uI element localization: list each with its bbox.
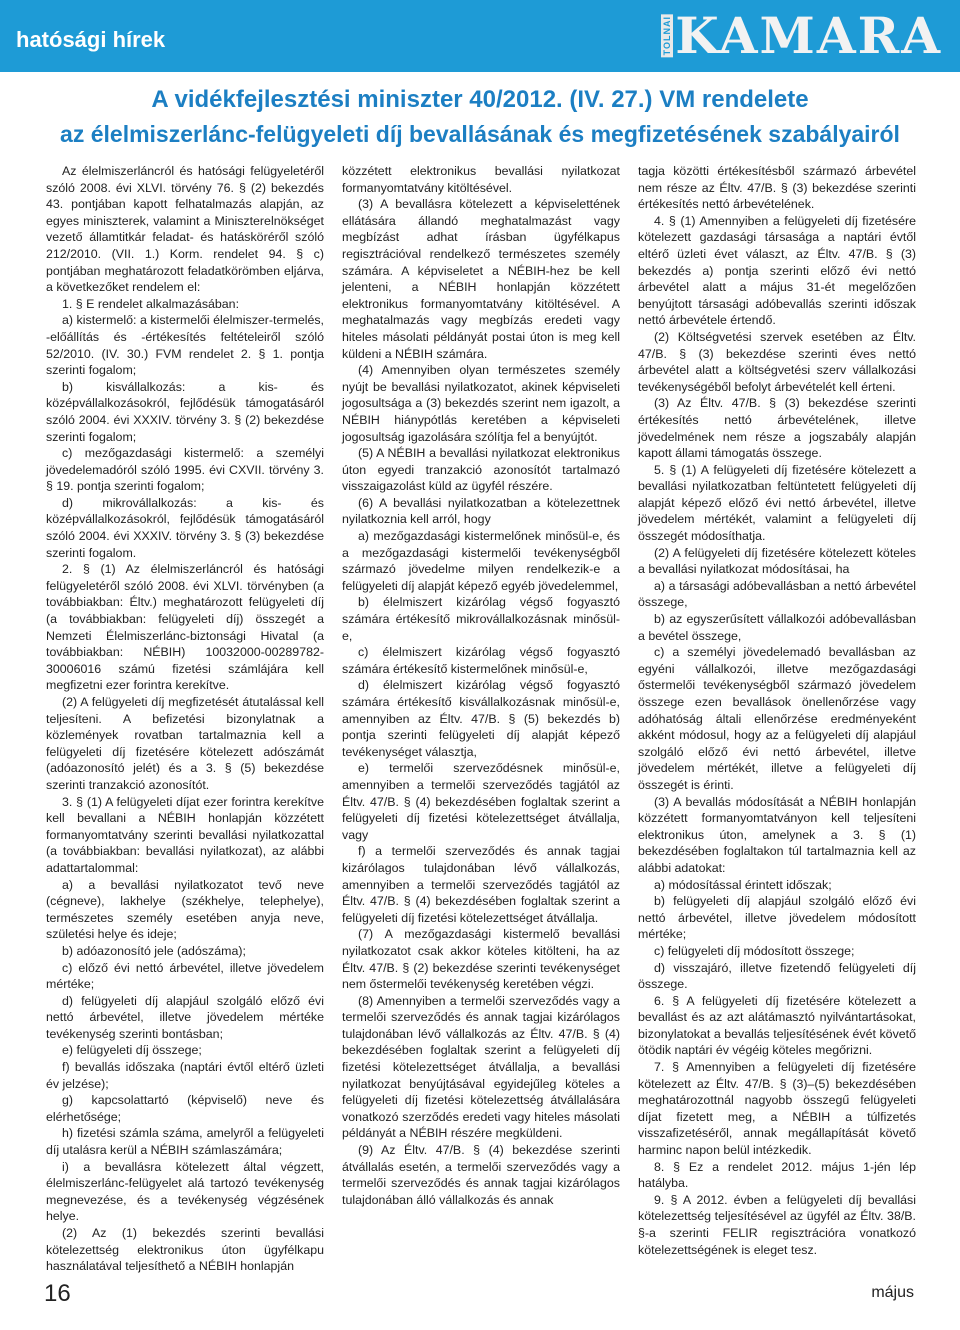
paragraph: (6) A bevallási nyilatkozatban a kötelezettnek nyilatkoznia kell arról, hogy — [342, 495, 620, 527]
paragraph: f) a termelői szerveződés és annak tagjai kizárólagos tulajdonában lévő vállalkozás, amennyiben a termelői szerveződés tagjától az Éltv. 47/B. § (4) bekezdésében foglaltak szerint a felügyeleti díj fizetési kötelezettséget átvállalja. — [342, 844, 620, 925]
paragraph: 1. § E rendelet alkalmazásában: — [62, 296, 240, 311]
paragraph: d) felügyeleti díj alapjául szolgáló előző évi nettó árbevétel, illetve jövedelem mértéke tevékenység szerinti bontásban; — [46, 993, 324, 1041]
paragraph: b) élelmiszert kizárólag végső fogyasztó számára értékesítő mikrovállalkozásnak minősül-e, — [342, 595, 620, 643]
header-bar — [0, 0, 960, 72]
paragraph: tagja közötti értékesítésből származó árbevétel nem része az Éltv. 47/B. § (3) bekezdése szerinti értékesítés nettó árbevételének. — [638, 164, 916, 212]
paragraph: (5) A NÉBIH a bevallási nyilatkozat elektronikus úton egyedi tranzakció azonosítót tartalmazó visszaigazolást küld az ügyfél részére. — [342, 446, 620, 494]
paragraph: 2. § (1) Az élelmiszerláncról és hatósági felügyeletéről szóló 2008. évi XLVI. törvényben (a továbbiakban: Éltv.) meghatározott felügyeleti díj (a továbbiakban: felügyeleti díj) összegét a Nemzeti Élelmiszerlánc-biztonsági Hivatal (a továbbiakban: NÉBIH) 10032000-00289782-30006016 számú fizetési számlájára kell megfizetni ezer forintra kerekítve. — [46, 562, 324, 693]
paragraph: f) bevallás időszaka (naptári évtől eltérő üzleti év jelzése); — [46, 1060, 324, 1091]
paragraph: közzétett elektronikus bevallási nyilatkozat formanyomtatvány kitöltésével. — [342, 164, 620, 195]
paragraph: 5. § (1) A felügyeleti díj fizetésére kötelezett a bevallási nyilatkozatban feltüntetett felügyeleti díj alapját képező előző évi nettó árbevétel, illetve jövedelem mértékét, valamint a felügyeleti díj összegét módosíthatja. — [638, 462, 916, 544]
paragraph: 7. § Amennyiben a felügyeleti díj fizetésére kötelezett az Éltv. 47/B. § (3)–(5) bekezdésében meghatározottnál nagyobb összegű felügyeleti díjat fizetett meg, a NÉBIH a túlfizetés visszafizetéséről, annak megállapítását követő harminc napon belül intézkedik. — [638, 1060, 916, 1158]
paragraph: b) az egyszerűsített vállalkozói adóbevallásban a bevétel összege, — [638, 612, 916, 643]
paragraph: a) a bevallási nyilatkozatot tevő neve (cégneve), lakhelye (székhelye, telephelye), természetes személy esetében anyja neve, születési helye és ideje; — [46, 877, 324, 942]
kamara-logo — [661, 6, 942, 66]
paragraph: d) visszajáró, illetve fizetendő felügyeleti díj összege. — [638, 960, 916, 992]
paragraph: b) adóazonosító jele (adószáma); — [62, 943, 246, 958]
paragraph: e) termelői szerveződésnek minősül-e, amennyiben a termelői szerveződés tagjától az Éltv. 47/B. § (4) bekezdésében foglaltak szerint a felügyeleti díj fizetési kötelezettséget átvállalja, vagy — [342, 761, 620, 842]
paragraph: (3) A bevallás módosítását a NÉBIH honlapján közzétett formanyomtatványon kell teljesíteni elektronikus úton, amelynek a 3. § (1) bekezdésében foglaltakon túl tartalmaznia kell az alábbi adatokat: — [638, 794, 916, 875]
paragraph: (3) Az Éltv. 47/B. § (3) bekezdése szerinti értékesítés nettó árbevételének, illetve jövedelmének nem része a jogszabály alapján kapott állami támogatás összege. — [638, 396, 916, 461]
paragraph: d) élelmiszert kizárólag végső fogyasztó számára értékesítő kisvállalkozásnak minősül-e, amennyiben az Éltv. 47/B. § (5) bekezdés b) pontja szerinti felügyeleti díj alapját képező tevékenységet választja, — [342, 678, 620, 759]
paragraph: g) kapcsolattartó (képviselő) neve és elérhetősége; — [46, 1093, 324, 1124]
paragraph: a) mezőgazdasági kistermelőnek minősül-e, és a mezőgazdasági kistermelői tevékenységből származó jövedelme milyen rendelkezik-e a felügyeleti díj alapját képező egyéb jövedelemmel, — [342, 529, 620, 593]
issue-month: május — [871, 1284, 914, 1301]
paragraph: (2) Az (1) bekezdés szerinti bevallási kötelezettség elektronikus úton ügyfélkapu használatával teljesíthető a NÉBIH honlapján — [46, 1226, 324, 1274]
paragraph: c) élelmiszert kizárólag végső fogyasztó számára értékesítő kistermelőnek minősül-e, — [342, 645, 620, 676]
page-number: 16 — [44, 1280, 71, 1307]
text-column-3 — [638, 163, 916, 1258]
logo-word: KAMARA — [675, 6, 942, 65]
text-column-1 — [46, 163, 324, 1275]
paragraph: c) mezőgazdasági kistermelő: a személyi jövedelemadóról szóló 1995. évi CXVII. törvény 3. § 19. pontja szerinti fogalom; — [46, 446, 324, 494]
logo-side-text: TOLNAI — [662, 16, 673, 56]
headline-line-1: A vidékfejlesztési miniszter 40/2012. (IV. 27.) VM rendelete — [151, 86, 809, 113]
paragraph: c) a személyi jövedelemadó bevallásban az egyéni vállalkozói, illetve mezőgazdasági őstermelői tevékenységből származó jövedelem összege ezen bevallások önellenőrzése vagy adóhatóság általi ellenőrzése eredményeként akként módosul, hogy az a felügyeleti díj alapjául szolgáló előző évi nettó árbevétel, illetve jövedelem mértékét, illetve a felügyeleti díj összegét is érinti. — [638, 645, 916, 792]
section-rubric: hatósági hírek — [16, 27, 166, 52]
paragraph: c) felügyeleti díj módosított összege; — [654, 943, 855, 958]
paragraph: b) felügyeleti díj alapjául szolgáló előző évi nettó árbevétel, illetve jövedelem módosított mértéke; — [638, 894, 916, 942]
headline-line-2: az élelmiszerlánc-felügyeleti díj bevallásának és megfizetésének szabályairól — [60, 121, 900, 147]
paragraph: b) kisvállalkozás: a kis- és középvállalkozásokról, fejlődésük támogatásáról szóló 2004. évi XXXIV. törvény 3. § (2) bekezdése szerinti fogalom; — [46, 379, 324, 444]
paragraph: (4) Amennyiben olyan természetes személy nyújt be bevallási nyilatkozatot, akinek képviseleti jogosultsága a (3) bekezdés szerint nem igazolt, a NÉBIH hiánypótlás keretében a képviseleti jogosultság igazolására szólítja fel a benyújtót. — [342, 363, 620, 444]
paragraph: c) előző évi nettó árbevétel, illetve jövedelem mértéke; — [46, 960, 324, 992]
paragraph: (2) A felügyeleti díj fizetésére kötelezett köteles a bevallási nyilatkozat módosításai, ha — [638, 545, 916, 577]
text-column-2 — [342, 163, 620, 1208]
paragraph: (3) A bevallásra kötelezett a képviselettének ellátására állandó meghatalmazást vagy megbízást adhat írásban ügyfélkapus regisztrációval rendelkező természetes személy számára. A képviseletet a NÉBIH-hez be kell jelenteni, a NÉBIH honlapján közzétett elektronikus formanyomtatvány kitöltésével. A meghatalmazás vagy megbízás eredeti vagy hiteles másolati példányát postai úton is meg kell küldeni a NÉBIH számára. — [342, 197, 620, 361]
paragraph: (2) A felügyeleti díj megfizetését átutalással kell teljesíteni. A befizetési bizonylatnak a közlemények rovatban tartalmaznia kell a felügyeleti díj fizetésére kötelezett adószámát (adóazonosító jelét) és a 3. § (5) bekezdése szerinti tranzakció azonosítót. — [46, 695, 324, 792]
paragraph: h) fizetési számla száma, amelyről a felügyeleti díj utalásra kerül a NÉBIH számlaszámára; — [46, 1126, 324, 1158]
paragraph: Az élelmiszerláncról és hatósági felügyeletéről szóló 2008. évi XLVI. törvény 76. § (2) bekezdés 43. pontjában kapott felhatalmazás alapján, az egyes miniszterek, valamint a Miniszterelnökséget vezető államtitkár feladat- és hatásköréről szóló 212/2010. (VII. 1.) Korm. rendelet 94. § c) pontjában meghatározott feladatkörömben eljárva, a következőket rendelem el: — [46, 164, 324, 295]
paragraph: i) a bevallásra kötelezett által végzett, élelmiszerlánc-felügyelet alá tartozó tevékenység megnevezése, és a tevékenység végzésének helye. — [46, 1159, 324, 1224]
paragraph: (2) Költségvetési szervek esetében az Éltv. 47/B. § (3) bekezdése szerinti éves nettó árbevétel alatt a költségvetési szerv vállalkozási tevékenységéből befolyt árbevételét kell érteni. — [638, 329, 916, 394]
paragraph: d) mikrovállalkozás: a kis- és középvállalkozásokról, fejlődésük támogatásáról szóló 2004. évi XXXIV. törvény 3. § (3) bekezdése szerinti fogalom. — [46, 495, 324, 560]
paragraph: 8. § Ez a rendelet 2012. május 1-jén lép hatályba. — [638, 1159, 916, 1191]
paragraph: a) módosítással érintett időszak; — [654, 877, 832, 892]
paragraph: 6. § A felügyeleti díj fizetésére kötelezett a bevallást és az azt alátámasztó nyilvántartásokat, bizonylatokat a bevallás teljesítésének évét követő ötödik naptári év végéig köteles megőrizni. — [638, 993, 916, 1058]
paragraph: 9. § A 2012. évben a felügyeleti díj bevallási kötelezettség teljesítésével az ügyfél az Éltv. 38/B. §-a szerinti FELIR regisztrációra vonatkozó kötelezettségének is eleget tesz. — [638, 1192, 916, 1257]
paragraph: a) a társasági adóbevallásban a nettó árbevétel összege, — [638, 578, 916, 610]
paragraph: 4. § (1) Amennyiben a felügyeleti díj fizetésére kötelezett gazdasági társasága a naptári évtől eltérő üzleti évet választ, az Éltv. 47/B. § (3) bekezdés a) pontja szerinti előző évi nettó árbevétel alatt a május 31-ét megelőzően benyújtott társasági adóbevallás szerinti időszak nettó árbevétele értendő. — [638, 213, 916, 328]
paragraph: a) kistermelő: a kistermelői élelmiszer-termelés, -előállítás és -értékesítés feltételeiről szóló 52/2010. (IV. 30.) FVM rendelet 2. § 1. pontja szerinti fogalom; — [46, 313, 324, 378]
paragraph: (8) Amennyiben a termelői szerveződés vagy a termelői szerveződés és annak tagjai kizárólagos tulajdonában lévő vállalkozás az Éltv. 47/B. § (4) bekezdésében foglaltak szerint a felügyeleti díj fizetési kötelezettséget átvállalja, a bevallási nyilatkozat benyújtásával egyidejűleg köteles a felügyeleti díj fizetési kötelezettség átvállalására vonatkozó szerződés eredeti vagy hiteles másolati példányát a NÉBIH részére megküldeni. — [342, 993, 620, 1141]
paragraph: 3. § (1) A felügyeleti díjat ezer forintra kerekítve kell bevallani a NÉBIH honlapján közzétett formanyomtatvány szerinti bevallási nyilatkozattal (a továbbiakban: bevallási nyilatkozat), az alábbi adattartalommal: — [46, 794, 324, 875]
paragraph: (7) A mezőgazdasági kistermelő bevallási nyilatkozatot csak akkor köteles kitölteni, ha az Éltv. 47/B. § (2) bekezdése szerinti tevékenységet nem őstermelői tevékenység keretében végzi. — [342, 927, 620, 992]
paragraph: (9) Az Éltv. 47/B. § (4) bekezdése szerinti átvállalás esetén, a termelői szerveződés vagy a termelői szerveződés és annak tagjai kizárólagos tulajdonában álló vállalkozás és annak — [342, 1143, 620, 1207]
paragraph: e) felügyeleti díj összege; — [62, 1043, 202, 1058]
